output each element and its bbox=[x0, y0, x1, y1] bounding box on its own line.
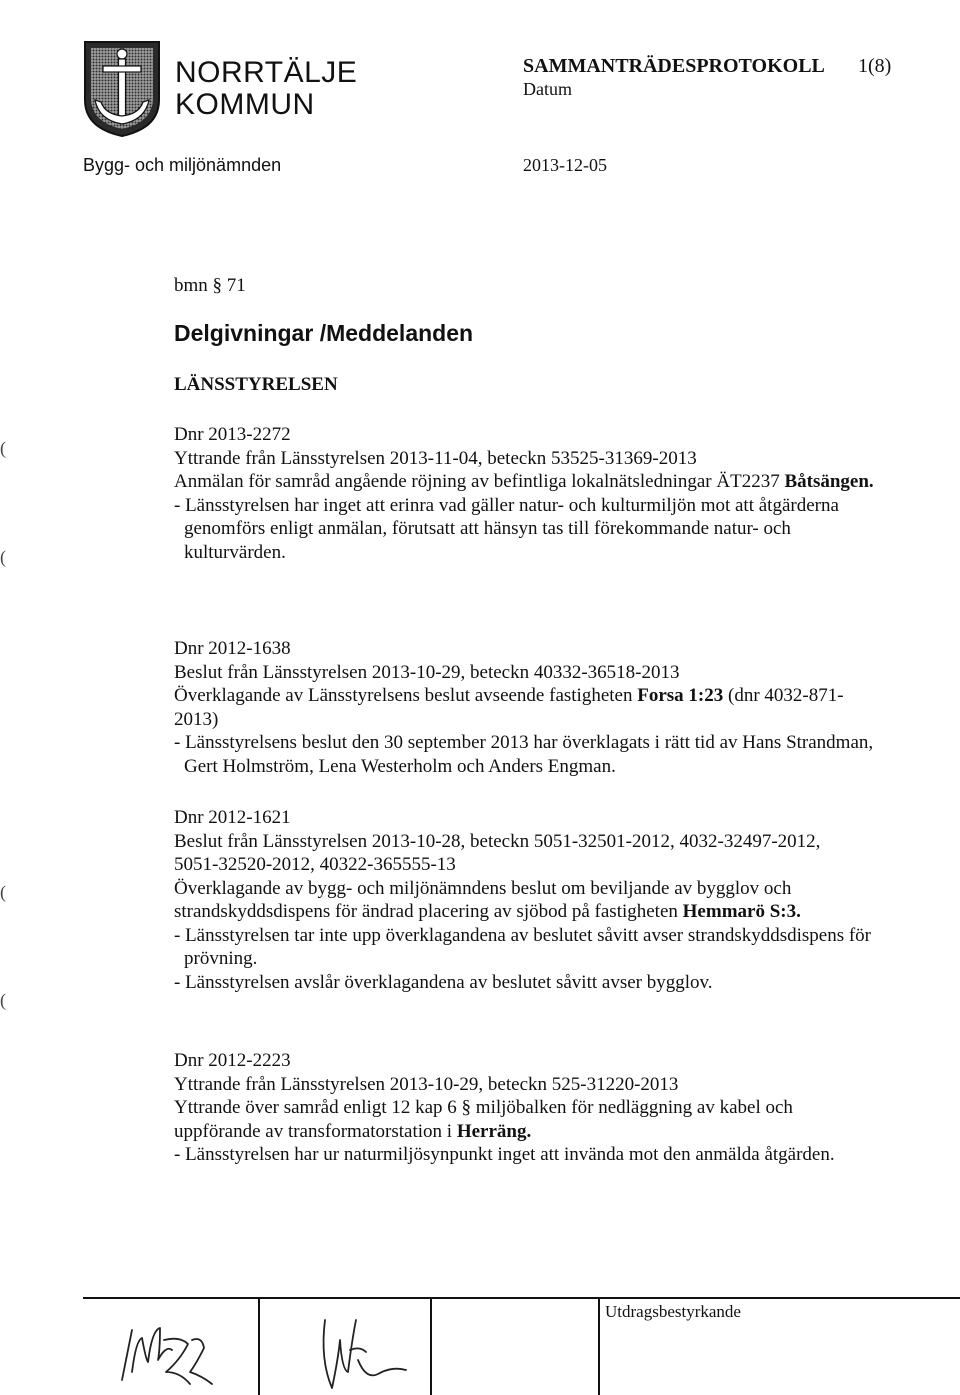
entry-line: Beslut från Länsstyrelsen 2013-10-29, beteckn 40332-36518-2013 bbox=[174, 661, 680, 683]
authority-heading: LÄNSSTYRELSEN bbox=[174, 374, 338, 395]
entry-line: - Länsstyrelsens beslut den 30 september 2013 har överklagats i rätt tid av Hans Strandman, bbox=[174, 732, 874, 753]
entry-line bbox=[174, 1120, 835, 1144]
entry-line: - Länsstyrelsen avslår överklagandena av beslutet såvitt avser bygglov. bbox=[174, 971, 713, 993]
organization-name-line2: KOMMUN bbox=[175, 88, 315, 121]
entry-dnr: Dnr 2012-1638 bbox=[174, 638, 291, 659]
entry-line: Yttrande över samråd enligt 12 kap 6 § miljöbalken för nedläggning av kabel och bbox=[174, 1097, 793, 1118]
entry-line: genomförs enligt anmälan, förutsatt att hänsyn tas till förekommande natur- och bbox=[184, 518, 791, 539]
page-number: 1(8) bbox=[858, 55, 892, 77]
paragraph-number: bmn § 71 bbox=[174, 275, 246, 296]
entry-line: Yttrande från Länsstyrelsen 2013-10-29, beteckn 525-31220-2013 bbox=[174, 1073, 679, 1095]
property-name: Herräng. bbox=[456, 1120, 532, 1142]
municipality-logo bbox=[83, 40, 161, 138]
entry-line: - Länsstyrelsen tar inte upp överklagandena av beslutet såvitt avser strandskyddsdispens för bbox=[174, 924, 872, 946]
margin-mark: ( bbox=[0, 990, 6, 1010]
entry-line-text: strandskyddsdispens för ändrad placering av sjöbod på fastigheten bbox=[174, 901, 683, 922]
property-name: Hemmarö S:3. bbox=[682, 901, 801, 922]
entry-line: Överklagande av bygg- och miljönämndens beslut om beviljande av bygglov och bbox=[174, 877, 792, 899]
entry-line: - Länsstyrelsen har inget att erinra vad gäller natur- och kulturmiljön mot att åtgärderna bbox=[174, 494, 839, 516]
entry-line: Gert Holmström, Lena Westerholm och Anders Engman. bbox=[184, 755, 616, 777]
property-name: Forsa 1:23 bbox=[637, 685, 724, 706]
entry-line-text: Anmälan för samråd angående röjning av befintliga lokalnätsledningar ÄT2237 bbox=[174, 471, 785, 492]
footer-rule bbox=[83, 1297, 960, 1299]
entry-dnr: Dnr 2012-2223 bbox=[174, 1050, 291, 1071]
entry-line bbox=[174, 900, 871, 924]
document-title: SAMMANTRÄDESPROTOKOLL bbox=[523, 55, 825, 77]
entry-dnr: Dnr 2013-2272 bbox=[174, 424, 291, 445]
property-name: Båtsängen. bbox=[784, 471, 874, 492]
entry-line bbox=[174, 684, 873, 708]
entry-line-text: Överklagande av Länsstyrelsens beslut avseende fastigheten bbox=[174, 685, 638, 706]
entry-line: - Länsstyrelsen har ur naturmiljösynpunkt inget att invända mot den anmälda åtgärden. bbox=[174, 1144, 835, 1165]
entry-line: 5051-32520-2012, 40322-365555-13 bbox=[174, 854, 456, 875]
margin-mark: ( bbox=[0, 438, 6, 458]
entry-line: kulturvärden. bbox=[184, 541, 286, 563]
organization-name bbox=[175, 57, 357, 121]
organization-name-line1: NORRTÄLJE bbox=[175, 56, 358, 89]
entry-line-text: uppförande av transformatorstation i bbox=[174, 1120, 457, 1142]
meeting-date: 2013-12-05 bbox=[523, 155, 607, 175]
entry-line-text: (dnr 4032-871- bbox=[723, 685, 844, 706]
entry-dnr: Dnr 2012-1621 bbox=[174, 807, 291, 828]
margin-mark: ( bbox=[0, 547, 6, 567]
entry bbox=[174, 423, 874, 564]
entry-line bbox=[174, 470, 874, 494]
entry-line: Beslut från Länsstyrelsen 2013-10-28, beteckn 5051-32501-2012, 4032-32497-2012, bbox=[174, 830, 821, 852]
entry bbox=[174, 637, 873, 778]
date-label: Datum bbox=[523, 79, 572, 99]
entry bbox=[174, 1049, 835, 1167]
entry-line: 2013) bbox=[174, 708, 219, 730]
margin-mark: ( bbox=[0, 882, 6, 902]
handwritten-signatures bbox=[110, 1300, 630, 1395]
entry-line: prövning. bbox=[184, 948, 258, 969]
section-heading: Delgivningar /Meddelanden bbox=[174, 320, 474, 346]
entry bbox=[174, 806, 871, 994]
department-name: Bygg- och miljönämnden bbox=[83, 155, 282, 175]
certification-label: Utdragsbestyrkande bbox=[605, 1302, 741, 1321]
entry-line: Yttrande från Länsstyrelsen 2013-11-04, beteckn 53525-31369-2013 bbox=[174, 447, 697, 469]
